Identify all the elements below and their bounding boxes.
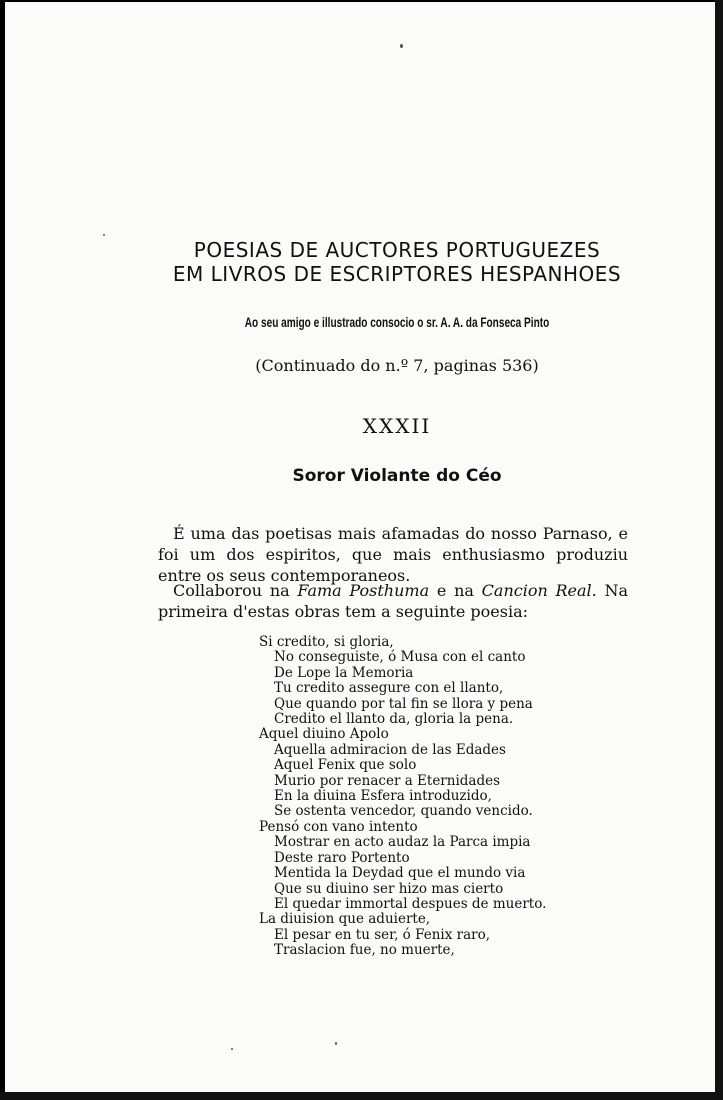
poem-line: Tu credito assegure con el llanto, xyxy=(274,680,504,697)
prose-paragraph-2 xyxy=(158,580,628,622)
paper-speck xyxy=(103,234,105,236)
poem-line: Deste raro Portento xyxy=(274,849,410,866)
poem-line: Traslacion fue, no muerte, xyxy=(274,942,455,959)
paragraph-text: É uma das poetisas mais afamadas do nosso Parnaso, e foi um dos espiritos, que mais enthusiasmo produziu entre os seus contemporaneos. xyxy=(158,524,628,585)
poem-line: Pensó con vano intento xyxy=(259,818,418,835)
poem xyxy=(259,635,546,959)
scan-border-bottom xyxy=(0,1092,723,1100)
poem-line: Aquel diuino Apolo xyxy=(259,726,389,743)
poem-line: La diuision que aduierte, xyxy=(259,911,431,928)
title-line-2: EM LIVROS DE ESCRIPTORES HESPANHOES xyxy=(172,262,622,286)
paragraph-text xyxy=(158,580,628,622)
poem-line: Si credito, si gloria, xyxy=(259,634,394,650)
dedication: Ao seu amigo e illustrado consocio o sr. A. A. da Fonseca Pinto xyxy=(244,314,550,330)
poem-line: Que quando por tal fin se llora y pena xyxy=(274,695,533,712)
document-page xyxy=(5,2,715,1092)
section-title: Soror Violante do Céo xyxy=(292,466,502,486)
prose-paragraph-1 xyxy=(158,523,628,586)
poem-line: De Lope la Memoria xyxy=(274,664,414,681)
paragraph-segment: Collaborou na xyxy=(173,581,298,600)
poem-line: El pesar en tu ser, ó Fenix raro, xyxy=(274,926,490,943)
paper-speck xyxy=(231,1048,233,1050)
poem-line: En la diuina Esfera introduzido, xyxy=(274,788,492,805)
scan-border-right xyxy=(715,0,723,1100)
paper-speck xyxy=(400,44,403,48)
paragraph-segment: e na xyxy=(429,581,482,600)
poem-line: Que su diuino ser hizo mas cierto xyxy=(274,880,504,897)
poem-line: Aquel Fenix que solo xyxy=(274,757,417,774)
paper-speck xyxy=(335,1042,337,1045)
poem-line: Credito el llanto da, gloria la pena. xyxy=(274,711,514,728)
work-title-cancion-real: Cancion Real. xyxy=(481,581,597,600)
poem-line: Mostrar en acto audaz la Parca impia xyxy=(274,834,531,851)
section-number: XXXII xyxy=(362,414,432,438)
poem-line: El quedar immortal despues de muerto. xyxy=(274,895,547,912)
poem-line: Murio por renacer a Eternidades xyxy=(274,772,501,789)
poem-line: Aquella admiracion de las Edades xyxy=(274,741,506,758)
title-line-1: POESIAS DE AUCTORES PORTUGUEZES xyxy=(193,238,601,262)
poem-line: Se ostenta vencedor, quando vencido. xyxy=(274,803,533,820)
poem-line: No conseguiste, ó Musa con el canto xyxy=(274,649,526,666)
work-title-fama-posthuma: Fama Posthuma xyxy=(297,581,430,600)
poem-line: Mentida la Deydad que el mundo via xyxy=(274,865,526,882)
paragraph-segment: Na primeira d'estas obras tem a seguinte poesia: xyxy=(158,581,629,621)
continued-note: (Continuado do n.º 7, paginas 536) xyxy=(255,356,539,375)
